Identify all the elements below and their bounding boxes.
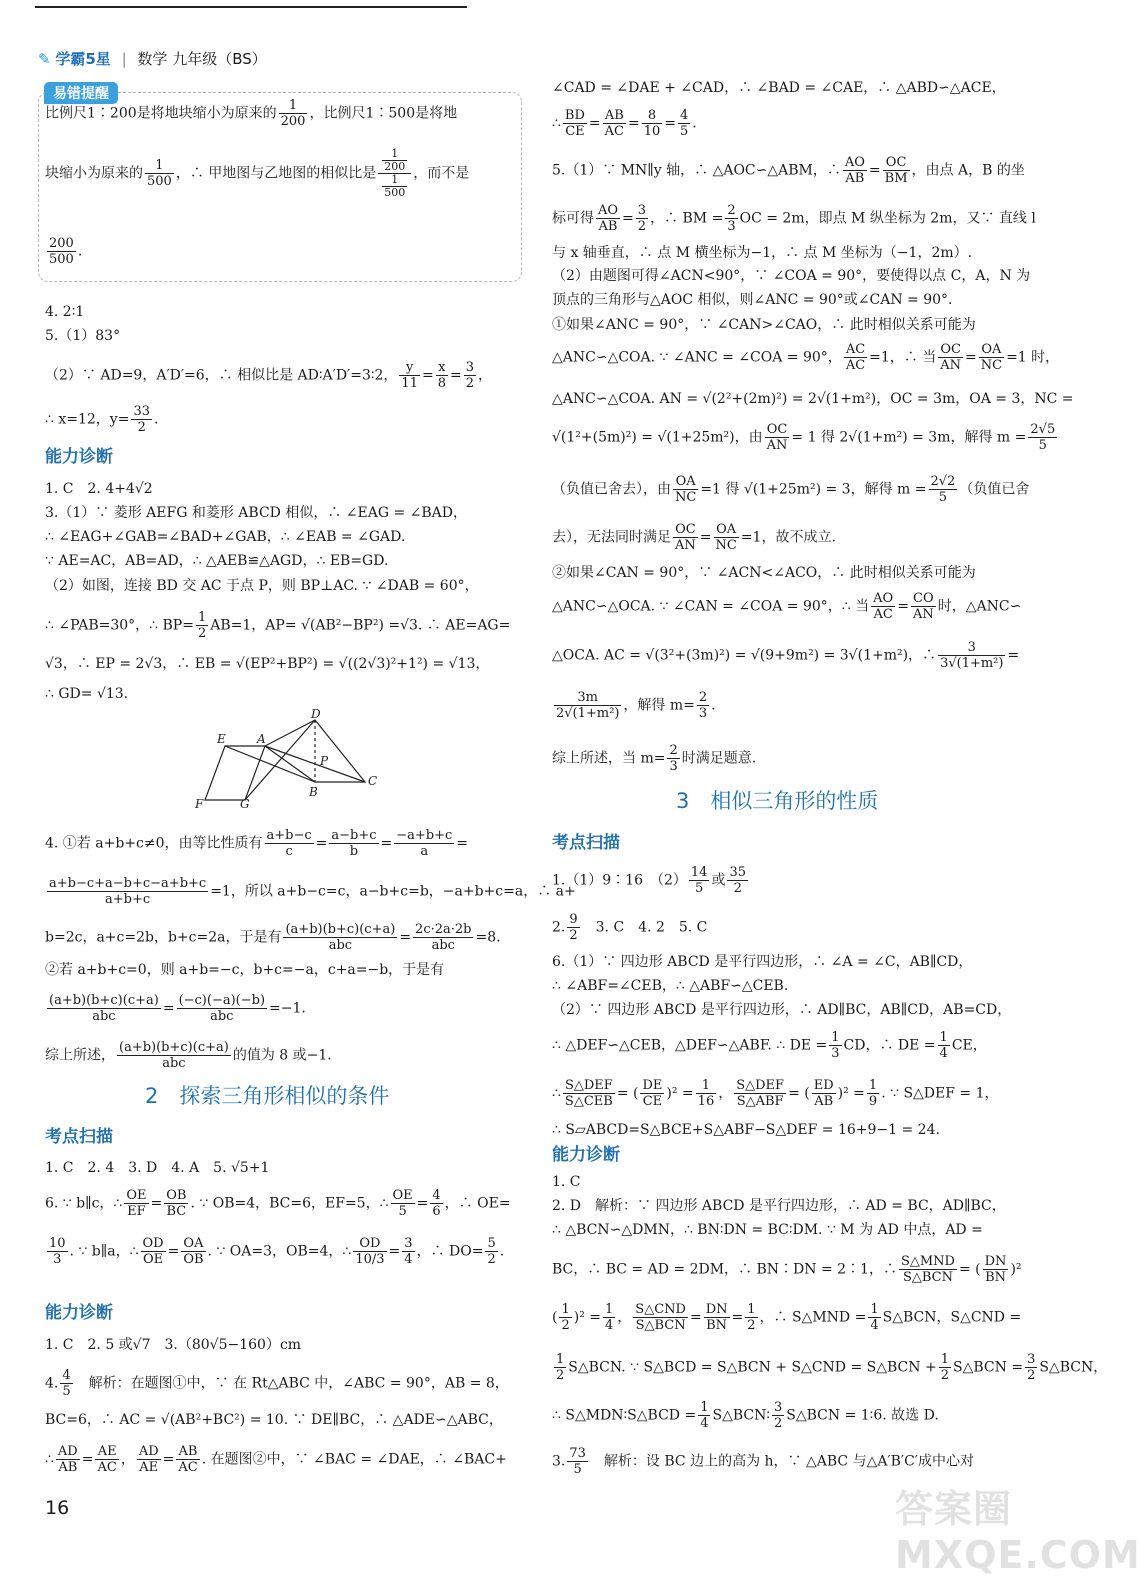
label-c: C [368,774,378,788]
warn-line-3: $\frac{200}{500}$ . [49,236,83,267]
label-p: P [320,754,329,768]
r-line-4: 标可得 $\frac{AO}{AB}$ = $\frac{3}{2}$ ，∴ BM = $\frac{2}{3}$ OC = 2m，即点 M 纵坐标为 2m，又∵ 直线 l [552,203,1036,234]
ability-1-line-d: ∵ AE=AC，AB=AD，∴ △AEB≌△AGD，∴ EB=GD. [45,553,389,569]
label-a: A [257,732,266,746]
r-line-13: 去），无法同时满足 $\frac{OC}{AN}$ = $\frac{OA}{NC}$ =1，故不成立. [552,522,836,553]
k-line-6: ∴ △DEF∽△CEB，△DEF∽△ABF. ∴ DE = $\frac{1}{3}$ CD，∴ DE = $\frac{1}{4}$ CE， [552,1030,987,1061]
section-ability-1: 能力诊断 [45,447,113,467]
key-points-1-line-b: 6. ∵ b∥c，∴ $\frac{OE}{EF}$ = $\frac{OB}{BC}$ . ∵ OB=4，BC=6，EF=5，∴ $\frac{OE}{5}$ = $\frac{4}{6}$ ，∴ OE= [45,1188,511,1219]
n-line-6: $\frac{1}{2}$ S△BCN. ∵ S△BCD = S△BCN + S△CND = S△BCN + $\frac{1}{2}$ S△BCN = $\frac{3}{2}$ S△BCN， [556,1352,1108,1383]
answer-4b-line-2: $\frac{a+b-c+a-b+c-a+b+c}{a+b+c}$ =1，所以 a+b−c=c，a−b+c=b，−a+b+c=a，∴ a+ [49,876,576,907]
r-line-1: ∠CAD = ∠DAE + ∠CAD，∴ ∠BAD = ∠CAE，∴ △ABD∽△ACE， [552,80,1006,96]
section-key-points-2: 考点扫描 [552,833,620,853]
label-f: F [195,797,204,811]
page-header: ✎ 学霸5星 | 数学 九年级（BS） [38,50,267,68]
rhombus-aefg [205,746,265,800]
ability-1-line-b: 3.（1）∵ 菱形 AEFG 和菱形 ABCD 相似，∴ ∠EAG = ∠BAD， [45,505,468,521]
brand-name: 学霸5星 [55,50,111,68]
answer-4b-line-4: ②若 a+b+c=0，则 a+b=−c，b+c=−a，c+a=−b，于是有 [45,962,445,978]
page-number: 16 [45,1497,70,1519]
r-line-7: 顶点的三角形与△AOC 相似，则∠ANC = 90°或∠CAN = 90°. [552,292,953,308]
r-line-18: 综上所述，当 m= $\frac{2}{3}$ 时满足题意. [552,743,757,774]
k-line-7: ∴ $\frac{\text{S△DEF}}{\text{S△CEB}}$ = ( $\frac{DE}{CE}$ )² = $\frac{1}{16}$ ， $\frac{\text{S△DEF}}{\text{S△ABF}}$ = ( $\frac{ED}{AB}$ )² = $\frac{1}{9}$ . ∵ S△DEF = 1， [552,1078,999,1109]
r-line-11: √(1²+(5m)²) = √(1+25m²)，由 $\frac{OC}{AN}$ = 1 得 2√(1+m²) = 3m，解得 m = $\frac{2√5}{5}$ [552,422,1056,453]
r-line-12: （负值已舍去），由 $\frac{OA}{NC}$ =1 得 √(1+25m²) = 3，解得 m = $\frac{2√2}{5}$ （负值已舍 [552,474,1030,505]
r-line-14: ②如果∠CAN = 90°，∵ ∠ACN<∠ACO，∴ 此时相似关系可能为 [552,565,976,581]
n-line-7: ∴ S△MDN∶S△BCD = $\frac{1}{4}$ S△BCN∶ $\frac{3}{2}$ S△BCN = 1∶6. 故选 D. [552,1400,939,1431]
key-points-1-line-c: $\frac{10}{3}$ . ∵ b∥a，∴ $\frac{OD}{OE}$ = $\frac{OA}{OB}$ . ∵ OA=3，OB=4，∴ $\frac{OD}{10/3}$ = $\frac{3}{4}$ ，∴ DO= $\frac{5}{2}$ . [49,1236,505,1267]
ability-2-line-d: ∴ $\frac{AD}{AB}$ = $\frac{AE}{AC}$ ， $\frac{AD}{AE}$ = $\frac{AB}{AC}$ . 在题图②中，∵ ∠BAC = ∠DAE，∴ ∠BAC+ [45,1444,507,1475]
ability-1-line-e: （2）如图，连接 BD 交 AC 于点 P，则 BP⊥AC. ∵ ∠DAB = 60°， [45,578,479,594]
answer-4b-line-3: b=2c，a+c=2b，b+c=2a，于是有 $\frac{(a+b)(b+c)(c+a)}{\text{abc}}$ = $\frac{2c\cdot 2a\cdot 2b}{\text{abc}}$ =8. [45,922,501,953]
ability-2-line-c: BC=6，∴ AC = √(AB²+BC²) = 10. ∵ DE∥BC，∴ △ADE∽△ABC， [45,1412,503,1428]
brand-logo-icon: ✎ [38,50,51,68]
chapter-3-title: 3 相似三角形的性质 [676,789,879,813]
n-line-3: ∴ △BCN∽△DMN，∴ BN∶DN = BC∶DM. ∵ M 为 AD 中点，AD = [552,1222,983,1238]
ability-2-line-a: 1. C 2. 5 或√7 3.（80√5−160）cm [45,1337,302,1353]
answer-4b-line-5: $\frac{(a+b)(b+c)(c+a)}{\text{abc}}$ = $\frac{(-c)(-a)(-b)}{\text{abc}}$ =−1. [49,993,306,1024]
answer-q4: 4. 2∶1 [45,304,85,320]
r-line-8: ①如果∠ANC = 90°，∵ ∠CAN>∠CAO，∴ 此时相似关系可能为 [552,317,976,333]
r-line-9: △ANC∽△COA. ∵ ∠ANC = ∠COA = 90°， $\frac{AC}{AC}$ =1，∴ 当 $\frac{OC}{AN}$ = $\frac{OA}{NC}$ =1 时， [552,342,1060,373]
answer-q5-2: （2）∵ AD=9，A′D′=6，∴ 相似比是 AD∶A′D′=3∶2， $\frac{y}{11}$ = $\frac{x}{8}$ = $\frac{3}{2}$ ， [45,360,492,391]
answer-4b-line-1: 4. ①若 a+b+c≠0，由等比性质有 $\frac{a+b-c}{c}$ = $\frac{a-b+c}{b}$ = $\frac{-a+b+c}{a}$ = [45,828,469,859]
ability-1-line-h: ∴ GD= √13. [45,686,129,702]
section-ability-3: 能力诊断 [552,1145,620,1165]
k-line-2: 2. $\frac{9}{2}$ 3. C 4. 2 5. C [552,912,708,943]
chapter-2-title: 2 探索三角形相似的条件 [145,1084,390,1108]
ability-1-line-g: √3，∴ EP = 2√3，∴ EB = √(EP²+BP²) = √((2√3)²+1²) = √13， [45,656,490,672]
ability-1-line-c: ∴ ∠EAG+∠GAB=∠BAD+∠GAB，∴ ∠EAB = ∠GAD. [45,529,406,545]
watermark: 答案圈 MXQE.COM [895,1487,1141,1577]
ability-1-line-a: 1. C 2. 4+4√2 [45,481,153,497]
label-b: B [309,785,318,799]
k-line-1: 1.（1）9∶16 （2） $\frac{14}{5}$ 或 $\frac{35}{2}$ [552,865,746,896]
n-line-8: 3. $\frac{73}{5}$ 解析：设 BC 边上的高为 h，∵ △ABC 与△A′B′C′成中心对 [552,1446,974,1477]
n-line-1: 1. C [552,1174,581,1190]
n-line-4: BC，∴ BC = AD = 2DM，∴ BN∶DN = 2∶1，∴ $\frac{\text{S△MND}}{\text{S△BCN}}$ = ( $\frac{DN}{BN}$ )² [552,1254,1022,1285]
k-line-4: ∴ ∠ABF=∠CEB，∴ △ABF∽△CEB. [552,978,789,994]
r-line-15: △ANC∽△OCA. ∵ ∠CAN = ∠COA = 90°，∴ 当 $\frac{AO}{AC}$ = $\frac{CO}{AN}$ 时，△ANC∽ [552,591,1022,622]
ability-2-line-b: 4. $\frac{4}{5}$ 解析：在题图①中，∵ 在 Rt△ABC 中，∠ABC = 90°，AB = 8， [45,1368,509,1399]
warn-line-1: 比例尺1∶200是将地块缩小为原来的 $\frac{1}{200}$ ，比例尺1∶500是将地 [45,98,458,129]
r-line-5: 与 x 轴垂直，∴ 点 M 横坐标为−1，∴ 点 M 坐标为（−1，2m）. [552,245,973,261]
n-line-5: ( $\frac{1}{2}$ )² = $\frac{1}{4}$ ， $\frac{\text{S△CND}}{\text{S△BCN}}$ = $\frac{DN}{BN}$ = $\frac{1}{2}$ ，∴ S△MND = $\frac{1}{4}$ S△BCN，S△CND = [552,1302,1022,1333]
r-line-6: （2）由题图可得∠ACN<90°，∵ ∠COA = 90°，要使得以点 C，A，N 为 [552,268,1031,284]
key-points-1-line-a: 1. C 2. 4 3. D 4. A 5. √5+1 [45,1160,270,1176]
subject: 数学 [137,50,168,68]
section-ability-2: 能力诊断 [45,1303,113,1323]
rhombus-figure [190,707,390,811]
n-line-2: 2. D 解析：∵ 四边形 ABCD 是平行四边形，∴ AD = BC，AD∥BC， [552,1198,1006,1214]
label-d: D [311,707,321,721]
r-line-3: 5.（1）∵ MN∥y 轴，∴ △AOC∽△ABM，∴ $\frac{AO}{AB}$ = $\frac{OC}{BM}$ ，由点 A，B 的坐 [552,155,1025,186]
answer-q5-3: ∴ x=12，y= $\frac{33}{2}$ . [45,404,159,435]
error-reminder-tag: 易错提醒 [44,82,118,104]
k-line-3: 6.（1）∵ 四边形 ABCD 是平行四边形，∴ ∠A = ∠C，AB∥CD， [552,954,973,970]
k-line-5: （2）∵ 四边形 ABCD 是平行四边形，∴ AD∥BC，AB∥CD，AB=CD， [552,1002,1012,1018]
r-line-10: △ANC∽△COA. AN = √(2²+(2m)²) = 2√(1+m²)，OC = 3m，OA = 3，NC = [552,391,1074,407]
warn-line-2: 块缩小为原来的 $\frac{1}{500}$ ，∴ 甲地图与乙地图的相似比是 $\frac{\frac{1}{200}}{\frac{1}{500}}$ ，而不是 [45,147,470,199]
label-e: E [217,732,226,746]
r-line-16: △OCA. AC = √(3²+(3m)²) = √(9+9m²) = 3√(1+m²)，∴ $\frac{3}{\text{3√(1+m²)}}$ = [552,640,1020,671]
answer-4b-line-6: 综上所述， $\frac{(a+b)(b+c)(c+a)}{\text{abc}}$ 的值为 8 或−1. [45,1040,332,1071]
r-line-2: ∴ $\frac{BD}{CE}$ = $\frac{AB}{AC}$ = $\frac{8}{10}$ = $\frac{4}{5}$ . [552,108,697,139]
r-line-17: $\frac{3m}{\text{2√(1+m²)}}$ ，解得 m= $\frac{2}{3}$ . [556,690,716,721]
label-g: G [240,797,250,811]
grade: 九年级（BS） [172,50,267,68]
ability-1-line-f: ∴ ∠PAB=30°，∴ BP= $\frac{1}{2}$ AB=1，AP= √(AB²−BP²) =√3. ∴ AE=AG= [45,610,511,641]
k-line-8: ∴ S▱ABCD=S△BCE+S△ABF−S△DEF = 16+9−1 = 24. [552,1122,940,1138]
top-rule [35,6,467,8]
section-key-points-1: 考点扫描 [45,1127,113,1147]
answer-q5-1: 5.（1）83° [45,328,121,344]
